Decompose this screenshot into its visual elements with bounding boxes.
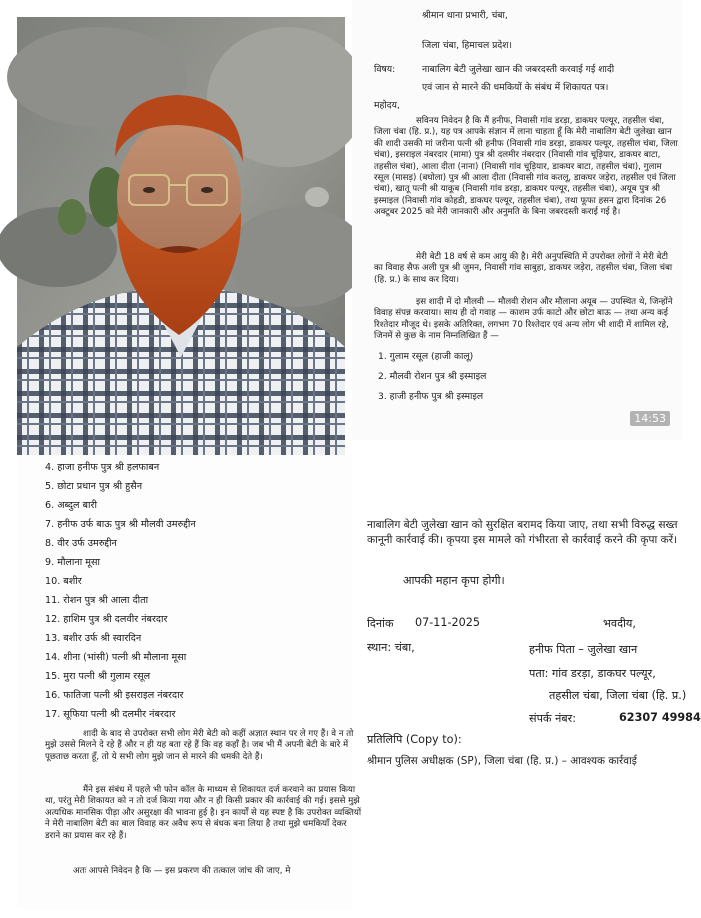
list-item: 3. हाजी हनीफ पुत्र श्री इस्माइल [378,391,484,402]
subject-line-2: एवं जान से मारने की धमकियों के संबंध में शिकायत पत्र। [422,82,609,93]
list-item: 6. अब्दुल बारी [45,500,97,511]
recipient-line-1: श्रीमान थाना प्रभारी, चंबा, [422,10,508,21]
list-item: 5. छोटा प्रधान पुत्र श्री हुसैन [45,481,143,492]
list-item: 4. हाजा हनीफ पुत्र श्री हलफाबन [45,462,160,473]
selfie-photo [17,17,345,455]
sender-address-2: तहसील चंबा, जिला चंबा (हि. प्र.) [549,689,687,702]
list-item: 17. सूफिया पत्नी श्री दलमीर नंबरदार [45,709,176,720]
list-item: 2. मौलवी रोशन पुत्र श्री इस्माइल [378,371,487,382]
letter-page-3 [355,470,701,770]
man-selfie-image [17,17,345,455]
list-item: 9. मौलाना मूसा [45,557,100,568]
body-paragraph-2: मेरी बेटी 18 वर्ष से कम आयु की है। मेरी अनुपस्थिति में उपरोक्त लोगों ने मेरी बेटी का विवाह सैफ अली पुत्र श्री जुमन, निवासी गांव साबुहा, डाकघर जड़ेरा, तहसील चंबा, जिला चंबा (हि. प्र.) के साथ कर दिया। [374,252,673,285]
contact-number: 62307 49984 [619,711,701,724]
date-value: 07-11-2025 [415,616,481,629]
timestamp-badge: 14:53 [630,411,670,426]
body-paragraph-1: सविनय निवेदन है कि मैं हनीफ, निवासी गांव डरड़ा, डाकघर पल्यूर, तहसील चंबा, जिला चंबा (हि. प्र.), यह पत्र आपके संज्ञान में लाना चाहता हूँ कि मेरी नाबालिग बेटी जुलेखा खान की शादी उसकी मां जरीना पत्नी श्री हनीफ (निवासी गांव डरड़ा, डाकघर पल्यूर, तहसील चंबा, जिला चंबा), इसराइल नंबरदार (मामा) पुत्र श्री दलमीर नंबरदार (निवासी गांव चूड़ियार, डाकघर बाटा, तहसील चंबा), आला दीता (नाना) (निवासी गांव चूड़ियार, डाकघर बाटा, तहसील चंबा), गुलाम रसूल (मासड़) (बघोला) पुत्र श्री आला दीता (निवासी गांव कतलू, डाकघर जड़ेरा, तहसील एवं जिला चंबा), खातू पत्नी श्री याकूब (निवासी गांव डरड़ा, डाकघर पल्यूर, तहसील चंबा), अयूब पुत्र श्री इस्माइल (निवासी गांव कोहडी, डाकघर पल्यूर, तहसील चंबा), तथा फूफा हसन द्वारा दिनांक 26 अक्टूबर 2025 को मेरी जानकारी और अनुमति के बिना जबरदस्ती कराई गई है। [374,116,678,218]
salutation: महोदय, [374,100,400,111]
list-item: 13. बशीर उर्फ श्री स्वारदिन [45,633,142,644]
letter-page-2 [17,455,362,910]
request-line: अतः आपसे निवेदन है कि — इस प्रकरण की तत्काल जांच की जाए, मे [73,866,291,876]
letter-page-1 [352,0,682,440]
list-item: 11. रोशन पुत्र श्री आला दीता [45,595,149,606]
sender-name: हनीफ पिता – जुलेखा खान [529,643,638,656]
list-item: 7. हनीफ उर्फ बाऊ पुत्र श्री मौलवी उमरुद्दीन [45,519,196,530]
list-item: 14. शीना (भांसी) पत्नी श्री मौलाना मूसा [45,652,187,663]
list-item: 15. मुरा पत्नी श्री गुलाम रसूल [45,671,151,682]
subject-line-1: नाबालिग बेटी जुलेखा खान की जबरदस्ती करवाई गई शादी [422,64,615,75]
list-item: 8. वीर उर्फ उमरुद्दीन [45,538,117,549]
copy-to-line: श्रीमान पुलिस अधीक्षक (SP), जिला चंबा (हि. प्र.) – आवश्यक कार्रवाई [367,755,637,767]
list-item: 10. बशीर [45,576,82,587]
body-paragraph-5: मैंने इस संबंध में पहले भी फोन कॉल के माध्यम से शिकायत दर्ज करवाने का प्रयास किया था, परंतु मेरी शिकायत को न तो दर्ज किया गया और न ही किसी प्रकार की कार्रवाई की गई। इससे मुझे अत्यधिक मानसिक पीड़ा और असुरक्षा की भावना हुई है। इन कार्यों से यह स्पष्ट है कि उपरोक्त व्यक्तियों ने मेरी नाबालिग बेटी का बाल विवाह कर अवैध रूप से बंधक बना लिया है तथा मुझे धमकियाँ देकर डराने का प्रयास कर रहे हैं। [45,785,362,841]
place-label: स्थान: चंबा, [367,641,415,654]
regards: भवदीय, [603,617,636,630]
copy-to-label: प्रतिलिपि (Copy to): [367,733,462,746]
closing-paragraph: नाबालिग बेटी जुलेखा खान को सुरक्षित बरामद किया जाए, तथा सभी विरुद्ध सख्त कानूनी कार्रवाई की। कृपया इस मामले को गंभीरता से कार्रवाई करने की कृपा करें। [367,519,678,546]
body-paragraph-4: शादी के बाद से उपरोक्त सभी लोग मेरी बेटी को कहीं अज्ञात स्थान पर ले गए हैं। वे न तो मुझे उससे मिलने दे रहे हैं और न ही यह बता रहे हैं कि वह कहाँ है। जब भी मैं अपनी बेटी के बारे में पूछताछ करता हूँ, तो ये सभी लोग मुझे जान से मारने की धमकी देते हैं। [45,729,354,762]
recipient-line-2: जिला चंबा, हिमाचल प्रदेश। [422,40,512,51]
list-item: 12. हाशिम पुत्र श्री दलवीर नंबरदार [45,614,168,625]
contact-label: संपर्क नंबर: [529,712,577,725]
list-item: 1. गुलाम रसूल (हाजी कालू) [378,351,474,362]
body-paragraph-3: इस शादी में दो मौलवी — मौलवी रोशन और मौलाना अयूब — उपस्थित थे, जिन्होंने विवाह संपन्न करवाया। साथ ही दो गवाह — काशम उर्फ काटो और छोटा बाऊ — तथा अन्य कई रिश्तेदार मौजूद थे। इसके अतिरिक्त, लगभग 70 रिश्तेदार एवं अन्य लोग भी शादी में शामिल रहे, जिनमें से कुछ के नाम निम्नलिखित हैं — [374,297,673,342]
date-label: दिनांक [367,617,394,630]
thanks-line: आपकी महान कृपा होगी। [403,574,505,587]
sender-address-1: पता: गांव डरड़ा, डाकघर पल्यूर, [529,667,656,680]
subject-label: विषय: [374,64,396,75]
list-item: 16. फातिजा पत्नी श्री इसराइल नंबरदार [45,690,184,701]
